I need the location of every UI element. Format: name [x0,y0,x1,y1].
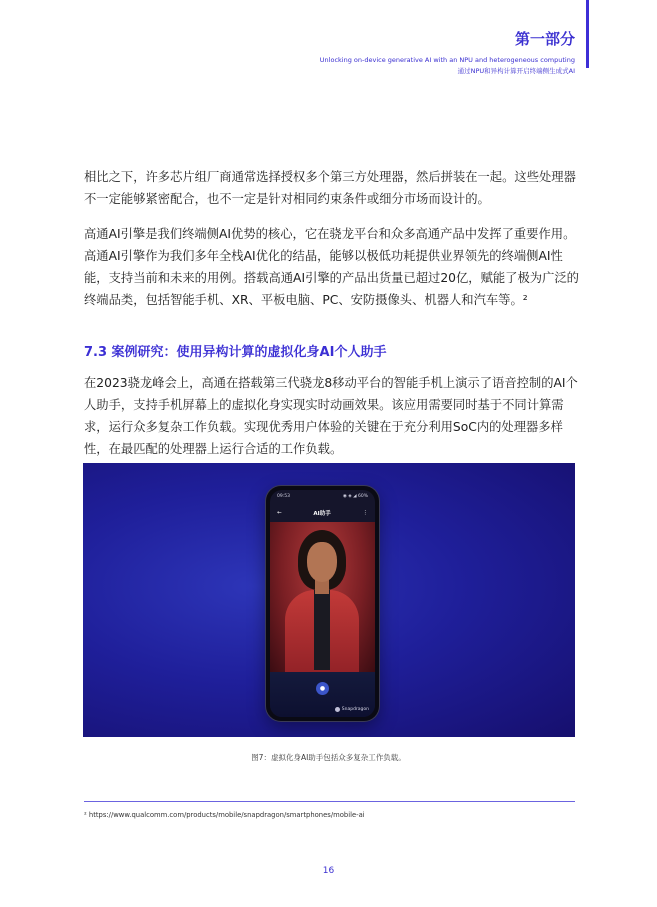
phone-screen [270,490,375,717]
avatar-shirt [314,590,330,670]
snapdragon-logo-icon [335,707,340,712]
page-number: 16 [322,866,335,876]
assistant-controls [270,672,375,717]
footnote-divider [84,801,575,802]
phone-status-bar [270,494,375,502]
phone-mockup [266,486,379,721]
header-subtitle-zh: 通过NPU和异构计算开启终端侧生成式AI [457,67,575,75]
footnote: ² https://www.qualcomm.com/products/mobile/snapdragon/smartphones/mobile-ai [84,811,365,819]
app-bar [270,506,375,520]
brand-label: Snapdragon [341,707,369,712]
figure-image [83,463,575,737]
more-menu-icon[interactable]: ⋮ [362,510,368,516]
section-paragraph: 在2023骁龙峰会上，高通在搭载第三代骁龙8移动平台的智能手机上演示了语音控制的AI个人助手，支持手机屏幕上的虚拟化身实现实时动画效果。该应用需要同时基于不同计算需求，运行众多复杂工作负载。实现优秀用户体验的关键在于充分利用SoC内的处理器多样性，在最匹配的处理器上运行合适的工作负载。 [84,376,578,456]
paragraph-2: 高通AI引擎是我们终端侧AI优势的核心，它在骁龙平台和众多高通产品中发挥了重要作用。高通AI引擎作为我们多年全栈AI优化的结晶，能够以极低功耗提供业界领先的终端侧AI性能，支持当前和未来的用例。搭载高通AI引擎的产品出货量已超过20亿，赋能了极为广泛的终端品类，包括智能手机、XR、平板电脑、PC、安防摄像头、机器人和汽车等。² [84,227,579,307]
section-label: 第一部分 [514,30,575,48]
mic-icon[interactable]: ● [316,682,329,695]
header-accent-bar [586,0,589,68]
back-arrow-icon[interactable]: ← [277,510,282,516]
paragraph-1: 相比之下，许多芯片组厂商通常选择授权多个第三方处理器，然后拼装在一起。这些处理器不一定能够紧密配合，也不一定是针对相同约束条件或细分市场而设计的。 [84,170,576,206]
page-header [320,30,575,76]
figure-caption: 图7：虚拟化身AI助手包括众多复杂工作负载。 [251,753,406,762]
avatar-face [307,542,337,582]
app-title: AI助手 [313,511,331,517]
snapdragon-brand [335,707,369,712]
phone-time: 09:53 [277,494,290,499]
phone-status-icons: ◉ ◈ ◢ 60% [342,494,368,499]
avatar-portrait [270,522,375,672]
header-subtitle-en: Unlocking on-device generative AI with an NPU and heterogeneous computing [319,56,575,64]
section-heading: 7.3 案例研究：使用异构计算的虚拟化身AI个人助手 [84,345,387,360]
